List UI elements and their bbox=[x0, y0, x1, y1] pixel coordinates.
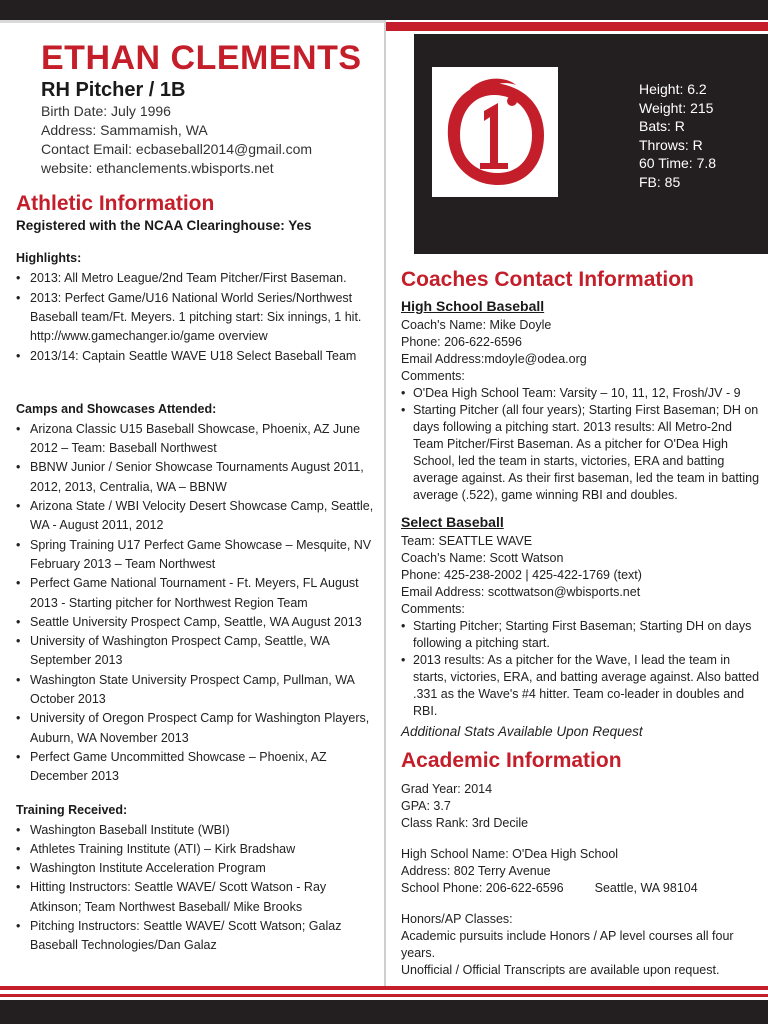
list-item: • University of Oregon Prospect Camp for Washington Players, Auburn, WA November 2013 bbox=[16, 709, 376, 748]
list-item: • University of Washington Prospect Camp, Seattle, WA September 2013 bbox=[16, 632, 376, 671]
list-item: • Starting Pitcher (all four years); Starting First Baseman; DH on days following a pitching start. 2013 results: All Metro-2nd Team Pitcher/First Baseman. As a pitcher for O'Dea High School, led the team in starts, victories, ERA and batting average against. As their first baseman, led the team in batting average (.522), game winning RBI and doubles. bbox=[401, 402, 761, 504]
right-column bbox=[401, 268, 761, 979]
school-phone: School Phone: 206-622-6596 bbox=[401, 881, 564, 895]
list-item: • O'Dea High School Team: Varsity – 10, 11, 12, Frosh/JV - 9 bbox=[401, 385, 761, 402]
hs-baseball-title: High School Baseball bbox=[401, 298, 545, 314]
hs-phone: Phone: 206-622-6596 bbox=[401, 335, 522, 349]
list-item: • Athletes Training Institute (ATI) – Kirk Bradshaw bbox=[16, 840, 376, 859]
highlights-list bbox=[16, 269, 376, 365]
list-item: • 2013: All Metro League/2nd Team Pitcher/First Baseman. bbox=[16, 269, 376, 288]
ncaa-status: Registered with the NCAA Clearinghouse: Yes bbox=[16, 218, 312, 234]
select-phone: Phone: 425-238-2002 | 425-422-1769 (text) bbox=[401, 568, 642, 582]
gpa: GPA: 3.7 bbox=[401, 799, 451, 813]
fastball: FB: 85 bbox=[639, 173, 681, 190]
sixty-time: 60 Time: 7.8 bbox=[639, 155, 717, 171]
top-band-grey bbox=[0, 20, 386, 23]
honors-text: Academic pursuits include Honors / AP level courses all four years. bbox=[401, 929, 734, 960]
honors-label: Honors/AP Classes: bbox=[401, 912, 513, 926]
list-item: • Washington State University Prospect Camp, Pullman, WA October 2013 bbox=[16, 671, 376, 710]
select-team: Team: SEATTLE WAVE bbox=[401, 534, 533, 548]
academic-title: Academic Information bbox=[401, 749, 622, 772]
list-item: • Washington Institute Acceleration Program bbox=[16, 859, 376, 878]
school-phone-row bbox=[401, 880, 761, 897]
select-coach: Coach's Name: Scott Watson bbox=[401, 551, 564, 565]
camps-list bbox=[16, 420, 376, 787]
weight: Weight: 215 bbox=[639, 99, 714, 116]
list-item: • 2013 results: As a pitcher for the Wave, I lead the team in starts, victories, ERA, and batting average against. Also batted .331 as the Wave's #4 hitter. Team co-leader in doubles and RBI. bbox=[401, 652, 761, 720]
list-item: • Seattle University Prospect Camp, Seattle, WA August 2013 bbox=[16, 613, 376, 632]
list-item: • Pitching Instructors: Seattle WAVE/ Scott Watson; Galaz Baseball Technologies/Dan Galaz bbox=[16, 917, 376, 956]
hs-comments bbox=[401, 385, 761, 504]
address: Address: Sammamish, WA bbox=[41, 122, 208, 139]
top-band bbox=[0, 0, 768, 20]
bottom-band-thin bbox=[0, 994, 768, 997]
list-item: • Arizona Classic U15 Baseball Showcase, Phoenix, AZ June 2012 – Team: Baseball Northwest bbox=[16, 420, 376, 459]
grad-year: Grad Year: 2014 bbox=[401, 782, 493, 796]
hs-comments-label: Comments: bbox=[401, 369, 465, 383]
height: Height: 6.2 bbox=[639, 81, 707, 97]
select-comments bbox=[401, 618, 761, 720]
list-item: • Starting Pitcher; Starting First Baseman; Starting DH on days following a pitching start. bbox=[401, 618, 761, 652]
select-comments-label: Comments: bbox=[401, 602, 465, 616]
select-email[interactable]: Email Address: scottwatson@wbisports.net bbox=[401, 585, 641, 599]
training-label: Training Received: bbox=[16, 802, 128, 817]
bottom-band bbox=[0, 1000, 768, 1024]
bottom-band-accent bbox=[0, 986, 768, 990]
highlights-label: Highlights: bbox=[16, 251, 82, 266]
throws: Throws: R bbox=[639, 136, 703, 153]
stats-panel bbox=[414, 34, 768, 254]
transcripts-note: Unofficial / Official Transcripts are available upon request. bbox=[401, 963, 720, 977]
bats: Bats: R bbox=[639, 118, 685, 134]
website-link[interactable]: website: ethanclements.wbisports.net bbox=[41, 160, 274, 177]
list-item: • 2013: Perfect Game/U16 National World Series/Northwest Baseball team/Ft. Meyers. 1 pitching start: Six innings, 1 hit. http://www.gamechanger.io/game overview bbox=[16, 289, 376, 347]
hs-email[interactable]: Email Address:mdoyle@odea.org bbox=[401, 352, 587, 366]
select-baseball-title: Select Baseball bbox=[401, 514, 504, 530]
list-item: • Spring Training U17 Perfect Game Showcase – Mesquite, NV February 2013 – Team Northwest bbox=[16, 536, 376, 575]
school-city: Seattle, WA 98104 bbox=[594, 881, 698, 895]
player-role: RH Pitcher / 1B bbox=[41, 79, 186, 102]
list-item: • Arizona State / WBI Velocity Desert Showcase Camp, Seattle, WA - August 2011, 2012 bbox=[16, 497, 376, 536]
top-band-accent bbox=[386, 22, 768, 31]
left-column bbox=[16, 40, 376, 956]
list-item: • 2013/14: Captain Seattle WAVE U18 Select Baseball Team bbox=[16, 347, 376, 366]
camps-label: Camps and Showcases Attended: bbox=[16, 401, 217, 416]
additional-stats-note: Additional Stats Available Upon Request bbox=[401, 724, 643, 739]
column-divider bbox=[384, 20, 386, 988]
class-rank: Class Rank: 3rd Decile bbox=[401, 816, 529, 830]
school-name: High School Name: O'Dea High School bbox=[401, 847, 619, 861]
athletic-title: Athletic Information bbox=[16, 192, 215, 216]
birth-date: Birth Date: July 1996 bbox=[41, 103, 171, 120]
contact-email[interactable]: Contact Email: ecbaseball2014@gmail.com bbox=[41, 141, 313, 158]
school-address: Address: 802 Terry Avenue bbox=[401, 864, 551, 878]
list-item: • Hitting Instructors: Seattle WAVE/ Scott Watson - Ray Atkinson; Team Northwest Baseball/ Mike Brooks bbox=[16, 878, 376, 917]
school-logo bbox=[432, 67, 558, 197]
list-item: • Perfect Game Uncommitted Showcase – Phoenix, AZ December 2013 bbox=[16, 748, 376, 787]
list-item: • BBNW Junior / Senior Showcase Tournaments August 2011, 2012, 2013, Centralia, WA – BBNW bbox=[16, 458, 376, 497]
player-stats bbox=[639, 80, 716, 191]
odea-logo-icon bbox=[432, 67, 558, 197]
training-list bbox=[16, 821, 376, 956]
player-name: ETHAN CLEMENTS bbox=[41, 39, 362, 77]
coaches-title: Coaches Contact Information bbox=[401, 268, 694, 291]
list-item: • Washington Baseball Institute (WBI) bbox=[16, 821, 376, 840]
list-item: • Perfect Game National Tournament - Ft. Meyers, FL August 2013 - Starting pitcher for Northwest Region Team bbox=[16, 574, 376, 613]
hs-coach: Coach's Name: Mike Doyle bbox=[401, 318, 552, 332]
